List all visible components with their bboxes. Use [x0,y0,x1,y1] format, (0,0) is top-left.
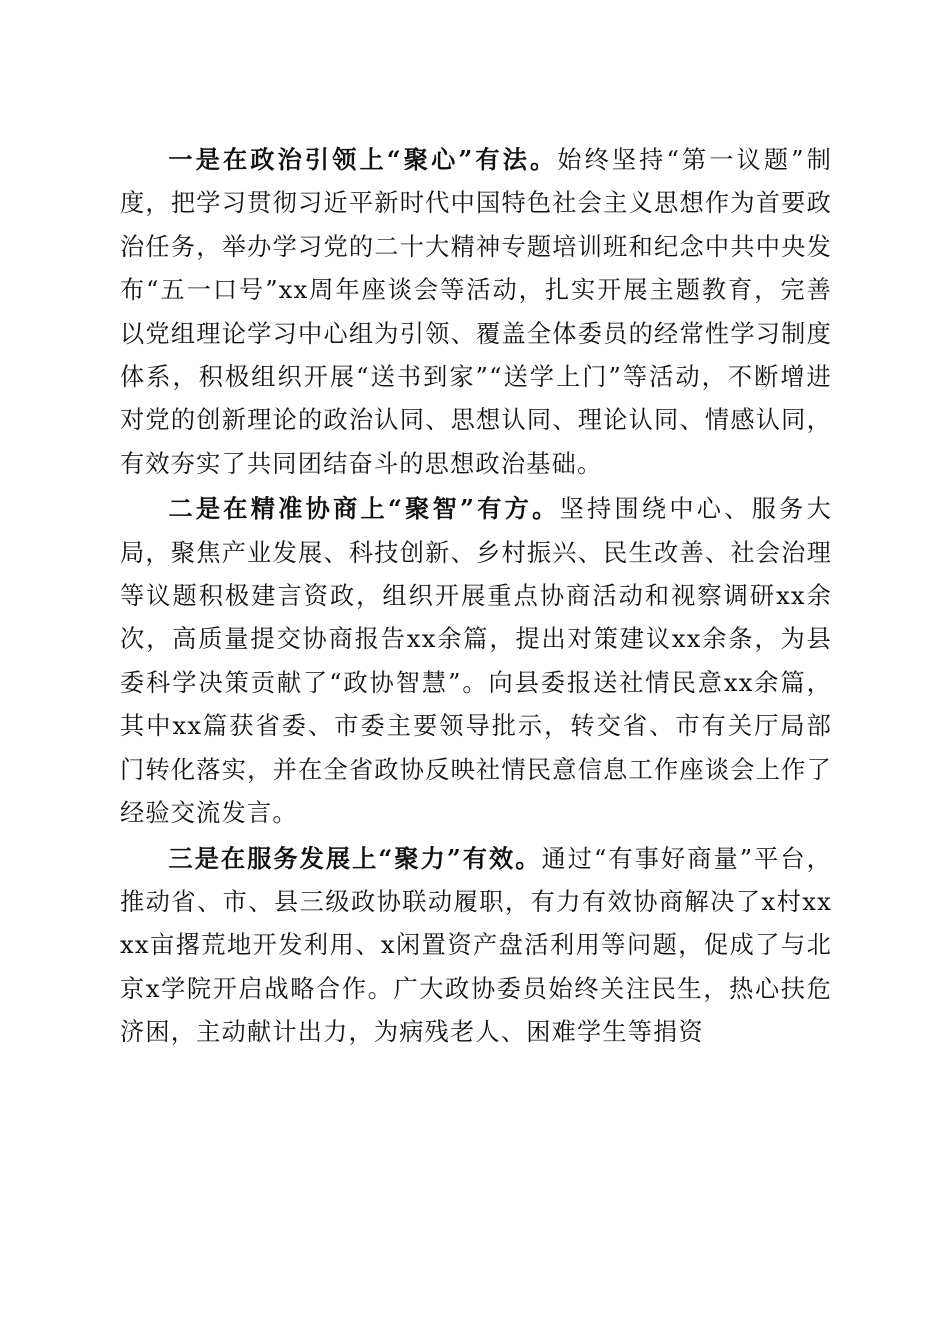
paragraph-text: 通过“有事好商量”平台，推动省、市、县三级政协联动履职，有力有效协商解决了x村xxxx亩撂荒地开发利用、x闲置资产盘活利用等问题，促成了与北京x学院开启战略合作。广大政协委员始终关注民生，热心扶危济困，主动献计出力，为病残老人、困难学生等捐资 [120,844,832,1047]
paragraph-text: 始终坚持“第一议题”制度，把学习贯彻习近平新时代中国特色社会主义思想作为首要政治任务，举办学习党的二十大精神专题培训班和纪念中共中央发布“五一口号”xx周年座谈会等活动，扎实开展主题教育，完善以党组理论学习中心组为引领、覆盖全体委员的经常性学习制度体系，积极组织开展“送书到家”“送学上门”等活动，不断增进对党的创新理论的政治认同、思想认同、理论认同、情感认同，有效夯实了共同团结奋斗的思想政治基础。 [120,146,833,478]
paragraph-lead: 二是在精准协商上“聚智”有方。 [168,494,560,524]
paragraph-lead: 一是在政治引领上“聚心”有法。 [168,145,558,174]
paragraph-text: 坚持围绕中心、服务大局，聚焦产业发展、科技创新、乡村振兴、民生改善、社会治理等议题积极建言资政，组织开展重点协商活动和视察调研xx余次，高质量提交协商报告xx余篇，提出对策建议xx余条，为县委科学决策贡献了“政协智慧”。向县委报送社情民意xx余篇，其中xx篇获省委、市委主要领导批示，转交省、市有关厅局部门转化落实，并在全省政协反映社情民意信息工作座谈会上作了经验交流发言。 [120,495,832,828]
paragraph-service-development [120,837,832,1055]
paragraph-precise-consultation [120,487,832,835]
paragraph-lead: 三是在服务发展上“聚力”有效。 [168,843,542,873]
document-body [120,138,832,1056]
paragraph-political-guidance [120,138,832,486]
